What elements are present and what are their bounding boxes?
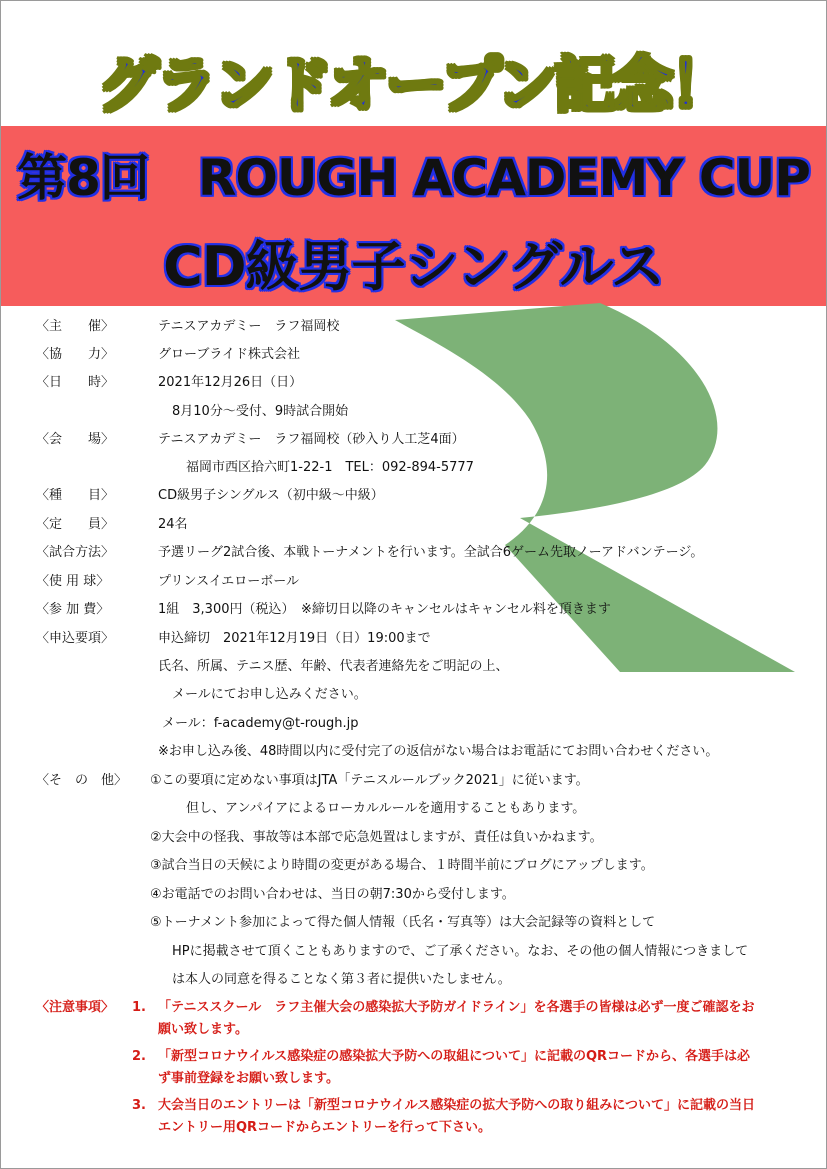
detail-value: 予選リーグ2試合後、本戦トーナメントを行います。全試合6ゲーム先取ノーアドバンテージ。 [158, 545, 704, 560]
application-line-1: 氏名、所属、テニス歴、年齢、代表者連絡先をご明記の上、 [158, 659, 509, 674]
other-item: ⑤トーナメント参加によって得た個人情報（氏名・写真等）は大会記録等の資料として [150, 915, 656, 930]
detail-value: プリンスイエローボール [158, 574, 300, 589]
detail-sub-value: 8月10分～受付、9時試合開始 [172, 404, 349, 419]
detail-label: 〈日 時〉 [36, 375, 115, 390]
application-line-2: メールにてお申し込みください。 [172, 687, 367, 702]
other-item: ④お電話でのお問い合わせは、当日の朝7:30から受付します。 [150, 887, 515, 902]
event-category-title: CD級男子シングルス [163, 235, 664, 298]
notice-number: 3. [132, 1098, 146, 1113]
detail-value: CD級男子シングルス（初中級～中級） [158, 488, 384, 503]
detail-value: 申込締切 2021年12月19日（日）19:00まで [158, 631, 431, 646]
detail-label: 〈参 加 費〉 [36, 602, 110, 617]
detail-value: 24名 [158, 517, 188, 532]
detail-value: 2021年12月26日（日） [158, 375, 303, 390]
detail-label: 〈会 場〉 [36, 432, 115, 447]
detail-sub-value: 福岡市西区拾六町1-22-1 TEL：092-894-5777 [186, 460, 474, 475]
notice-label: 〈注意事項〉 [36, 1000, 115, 1015]
other-item: ①この要項に定めない事項はJTA「テニスルールブック2021」に従います。 [150, 773, 589, 788]
detail-label: 〈定 員〉 [36, 517, 115, 532]
notice-text: 「新型コロナウイルス感染症の感染拡大予防への取組について」に記載のQRコードから、各選手は必 [158, 1049, 751, 1064]
grand-open-heading: グランドオープン記念！ [98, 51, 729, 121]
other-item: ③試合当日の天候により時間の変更がある場合、１時間半前にブログにアップします。 [150, 858, 654, 873]
notice-text: 「テニススクール ラフ主催大会の感染拡大予防ガイドライン」を各選手の皆様は必ず一度ご確認をお [158, 1000, 755, 1015]
notice-text-continued: 願い致します。 [158, 1022, 248, 1037]
cup-title: 第8回 ROUGH ACADEMY CUP [17, 149, 810, 207]
detail-value: グローブライド株式会社 [158, 347, 300, 362]
detail-label: 〈試合方法〉 [36, 545, 115, 560]
detail-label: 〈主 催〉 [36, 319, 115, 334]
notice-number: 1. [132, 1000, 146, 1015]
notice-number: 2. [132, 1049, 146, 1064]
detail-label: 〈協 力〉 [36, 347, 115, 362]
other-item: は本人の同意を得ることなく第３者に提供いたしません。 [172, 972, 511, 987]
detail-value: テニスアカデミー ラフ福岡校 [158, 319, 340, 334]
other-item: HPに掲載させて頂くこともありますので、ご了承ください。なお、その他の個人情報につきまして [172, 944, 749, 959]
application-email: メール：f-academy@t-rough.jp [162, 716, 359, 731]
detail-label: 〈種 目〉 [36, 488, 115, 503]
other-item: ②大会中の怪我、事故等は本部で応急処置はしますが、責任は負いかねます。 [150, 830, 603, 845]
detail-value: 1組 3,300円（税込） ※締切日以降のキャンセルはキャンセル料を頂きます [158, 602, 611, 617]
other-item: 但し、アンパイアによるローカルルールを適用することもあります。 [186, 801, 586, 816]
notice-text-continued: エントリー用QRコードからエントリーを行って下さい。 [158, 1120, 492, 1135]
notice-text-continued: ず事前登録をお願い致します。 [158, 1071, 339, 1086]
detail-label: 〈申込要項〉 [36, 631, 115, 646]
detail-value: テニスアカデミー ラフ福岡校（砂入り人工芝4面） [158, 432, 465, 447]
detail-label: 〈使 用 球〉 [36, 574, 110, 589]
application-note: ※お申し込み後、48時間以内に受付完了の返信がない場合はお電話にてお問い合わせください。 [158, 744, 719, 759]
notice-text: 大会当日のエントリーは「新型コロナウイルス感染症の拡大予防への取り組みについて」に記載の当日 [158, 1098, 755, 1113]
other-label: 〈そ の 他〉 [36, 773, 128, 788]
